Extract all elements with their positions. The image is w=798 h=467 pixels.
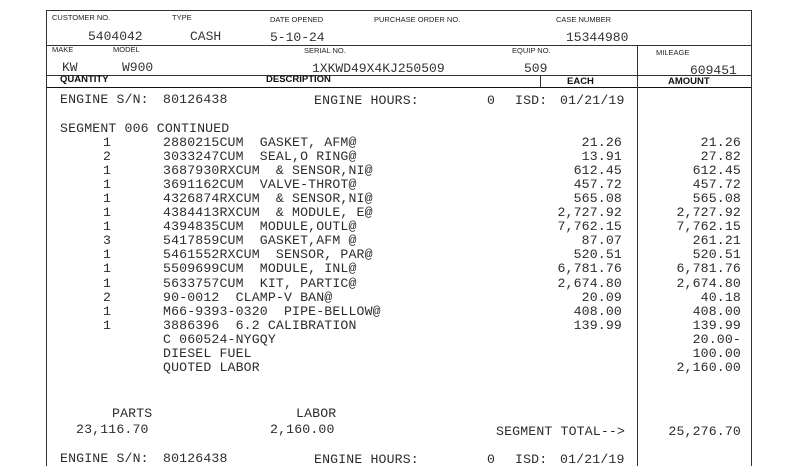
customer-no-label: CUSTOMER NO. — [52, 13, 111, 22]
item-description: 2880215CUM GASKET, AFM@ — [163, 135, 357, 150]
engine-hours-label-top: ENGINE HOURS: — [314, 93, 419, 108]
date-opened-label: DATE OPENED — [270, 15, 324, 24]
item-description: 4384413RXCUM & MODULE, E@ — [163, 205, 373, 221]
item-each-price: 565.08 — [573, 191, 622, 207]
engine-hours-label-bottom: ENGINE HOURS: — [314, 452, 419, 467]
each-column-header: EACH — [567, 76, 594, 87]
item-amount: 408.00 — [692, 303, 741, 319]
item-quantity: 1 — [102, 317, 112, 333]
case-number-value: 15344980 — [566, 30, 629, 45]
mileage-label: MILEAGE — [656, 48, 690, 57]
item-quantity: 1 — [102, 247, 112, 263]
item-quantity: 1 — [102, 135, 112, 150]
item-each-price: 2,674.80 — [557, 275, 622, 291]
item-description: 3691162CUM VALVE-THROT@ — [163, 177, 357, 193]
parts-value: 23,116.70 — [76, 422, 149, 437]
item-quantity: 3 — [102, 233, 112, 249]
mileage-value: 609451 — [690, 63, 737, 78]
item-quantity: 1 — [102, 303, 112, 319]
engine-serial-value-top: 80126438 — [163, 92, 228, 107]
item-each-price: 20.09 — [581, 289, 622, 305]
isd-label-bottom: ISD: — [515, 452, 548, 467]
item-quantity: 2 — [102, 289, 112, 305]
item-description: 4326874RXCUM & SENSOR,NI@ — [163, 191, 373, 207]
purchase-order-no-label: PURCHASE ORDER NO. — [374, 15, 461, 24]
engine-hours-value-top: 0 — [487, 93, 496, 108]
item-description: M66-9393-0320 PIPE-BELLOW@ — [163, 303, 381, 319]
amount-column-divider — [637, 45, 638, 466]
item-amount: 21.26 — [700, 135, 741, 150]
segment-total-label: SEGMENT TOTAL--> — [496, 424, 626, 439]
item-quantity: 1 — [102, 219, 112, 235]
item-each-price: 21.26 — [581, 135, 622, 150]
item-each-price: 87.07 — [581, 233, 622, 249]
item-amount: 612.45 — [692, 163, 741, 179]
type-label: TYPE — [172, 13, 192, 22]
segment-total-value: 25,276.70 — [668, 424, 741, 439]
equip-no-label: EQUIP NO. — [512, 46, 551, 55]
each-column-divider — [540, 75, 541, 87]
item-amount: 27.82 — [700, 149, 741, 165]
model-label: MODEL — [113, 45, 140, 54]
case-number-label: CASE NUMBER — [556, 15, 612, 24]
item-description: 4394835CUM MODULE,OUTL@ — [163, 219, 357, 235]
item-amount: 2,674.80 — [676, 275, 741, 291]
item-amount: 2,727.92 — [676, 205, 741, 221]
serial-no-label: SERIAL NO. — [304, 46, 346, 55]
item-amount: 7,762.15 — [676, 219, 741, 235]
customer-no-value: 5404042 — [88, 29, 143, 44]
item-description: 5417859CUM GASKET,AFM @ — [163, 233, 357, 249]
serial-no-value: 1XKWD49X4KJ250509 — [312, 61, 445, 76]
item-each-price: 408.00 — [573, 303, 622, 319]
item-amount: 139.99 — [692, 317, 741, 333]
item-amount: 2,160.00 — [676, 359, 741, 375]
isd-value-bottom: 01/21/19 — [560, 452, 625, 467]
item-each-price: 520.51 — [573, 247, 622, 263]
item-description: C 060524-NYGQY — [163, 331, 276, 347]
item-quantity: 1 — [102, 163, 112, 179]
item-each-price: 457.72 — [573, 177, 622, 193]
item-quantity: 1 — [102, 177, 112, 193]
item-amount: 520.51 — [692, 247, 741, 263]
engine-serial-label-bottom: ENGINE S/N: — [60, 451, 149, 466]
item-amount: 100.00 — [692, 345, 741, 361]
item-description: 90-0012 CLAMP-V BAN@ — [163, 289, 333, 305]
item-description: 3886396 6.2 CALIBRATION — [163, 317, 357, 333]
description-column-header: DESCRIPTION — [266, 74, 331, 85]
engine-serial-value-bottom: 80126438 — [163, 451, 228, 466]
labor-label: LABOR — [296, 406, 337, 421]
left-border — [46, 10, 47, 466]
item-amount: 20.00- — [692, 331, 741, 347]
item-each-price: 13.91 — [581, 149, 622, 165]
item-each-price: 139.99 — [573, 317, 622, 333]
equip-no-value: 509 — [524, 61, 548, 76]
header-row1-bottom-border — [46, 45, 751, 46]
isd-value-top: 01/21/19 — [560, 93, 625, 108]
column-header-bottom-border — [46, 87, 751, 88]
engine-hours-value-bottom: 0 — [487, 452, 496, 467]
item-quantity: 1 — [102, 261, 112, 277]
quantity-column-header: QUANTITY — [60, 74, 109, 85]
item-description: 3687930RXCUM & SENSOR,NI@ — [163, 163, 373, 179]
item-amount: 261.21 — [692, 233, 741, 249]
amount-column-header: AMOUNT — [668, 76, 710, 87]
item-amount: 565.08 — [692, 191, 741, 207]
date-opened-value: 5-10-24 — [270, 30, 325, 45]
item-description: 5509699CUM MODULE, INL@ — [163, 261, 357, 277]
labor-value: 2,160.00 — [270, 422, 335, 437]
engine-serial-label-top: ENGINE S/N: — [60, 92, 149, 107]
item-each-price: 6,781.76 — [557, 261, 622, 277]
item-amount: 6,781.76 — [676, 261, 741, 277]
item-quantity: 2 — [102, 149, 112, 165]
item-description: 3033247CUM SEAL,O RING@ — [163, 149, 357, 165]
make-value: KW — [62, 60, 78, 75]
make-label: MAKE — [52, 45, 74, 54]
type-value: CASH — [190, 29, 222, 44]
item-amount: 40.18 — [700, 289, 741, 305]
item-each-price: 612.45 — [573, 163, 622, 179]
item-description: 5461552RXCUM SENSOR, PAR@ — [163, 247, 373, 263]
item-quantity: 1 — [102, 205, 112, 221]
item-description: QUOTED LABOR — [163, 359, 260, 375]
isd-label-top: ISD: — [515, 93, 548, 108]
item-description: DIESEL FUEL — [163, 345, 252, 361]
item-quantity: 1 — [102, 191, 112, 207]
item-amount: 457.72 — [692, 177, 741, 193]
segment-title: SEGMENT 006 CONTINUED — [60, 121, 230, 136]
right-border — [751, 10, 752, 466]
item-each-price: 2,727.92 — [557, 205, 622, 221]
header-top-border — [46, 10, 751, 11]
parts-label: PARTS — [112, 406, 153, 421]
item-description: 5633757CUM KIT, PARTIC@ — [163, 275, 357, 291]
model-value: W900 — [122, 60, 154, 75]
item-quantity: 1 — [102, 275, 112, 291]
item-each-price: 7,762.15 — [557, 219, 622, 235]
